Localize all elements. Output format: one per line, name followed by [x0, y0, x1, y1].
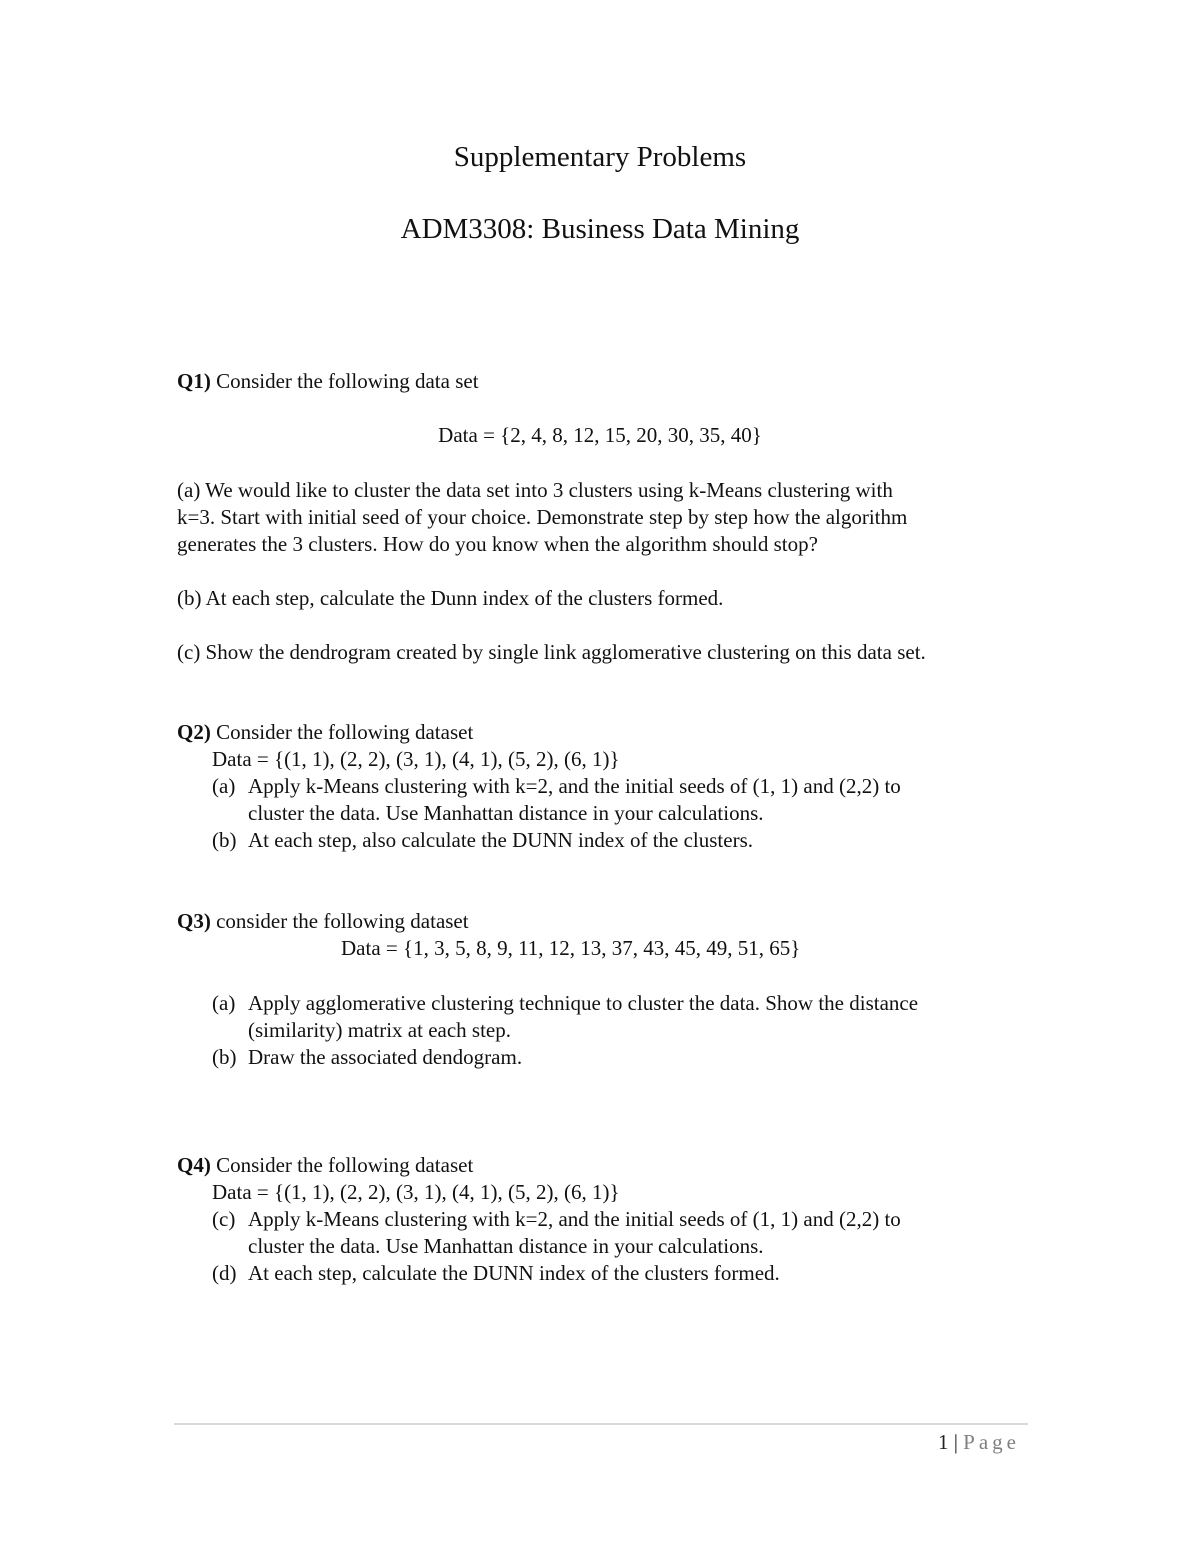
- q3-part-a-line1: Apply agglomerative clustering technique to cluster the data. Show the distance: [248, 991, 919, 1015]
- page-word: Page: [963, 1430, 1020, 1454]
- q2-part-a: [212, 773, 901, 800]
- q2-heading: [177, 719, 473, 746]
- q2-label: Q2): [177, 720, 211, 744]
- q4-data: Data = {(1, 1), (2, 2), (3, 1), (4, 1), (5, 2), (6, 1)}: [212, 1180, 620, 1204]
- page-number: 1: [937, 1430, 949, 1454]
- q4-label: Q4): [177, 1153, 211, 1177]
- q3-intro: consider the following dataset: [210, 909, 469, 933]
- q3-part-a: [212, 990, 918, 1017]
- q4-part-d-label: (d): [212, 1261, 237, 1285]
- q3-part-a-line2: (similarity) matrix at each step.: [248, 1018, 511, 1042]
- q4-part-d: [212, 1260, 780, 1287]
- q2-part-b-label: (b): [212, 828, 237, 852]
- q4-heading: [177, 1152, 473, 1179]
- q2-part-b: [212, 827, 753, 854]
- course-title: ADM3308: Business Data Mining: [400, 213, 800, 245]
- q4-part-c-line2: cluster the data. Use Manhattan distance in your calculations.: [248, 1234, 764, 1258]
- q2-part-b-line1: At each step, also calculate the DUNN index of the clusters.: [248, 828, 753, 852]
- q3-label: Q3): [177, 909, 211, 933]
- q3-part-b-line1: Draw the associated dendogram.: [248, 1045, 523, 1069]
- q4-part-c: [212, 1206, 901, 1233]
- q1-part-b: (b) At each step, calculate the Dunn index of the clusters formed.: [177, 586, 724, 610]
- q1-part-a-line3: generates the 3 clusters. How do you know when the algorithm should stop?: [177, 532, 818, 556]
- q1-heading: [177, 368, 479, 395]
- q1-intro: Consider the following data set: [210, 369, 479, 393]
- page-separator: |: [948, 1430, 964, 1454]
- q1-part-a-line1: (a) We would like to cluster the data set into 3 clusters using k-Means clustering with: [177, 478, 893, 502]
- q2-intro: Consider the following dataset: [210, 720, 474, 744]
- q4-intro: Consider the following dataset: [210, 1153, 474, 1177]
- q1-part-c: (c) Show the dendrogram created by single link agglomerative clustering on this data set.: [177, 640, 926, 664]
- q4-part-c-label: (c): [212, 1207, 236, 1231]
- page-footer: [938, 1430, 1020, 1455]
- q3-data: Data = {1, 3, 5, 8, 9, 11, 12, 13, 37, 43, 45, 49, 51, 65}: [341, 936, 801, 960]
- page-title: Supplementary Problems: [453, 141, 747, 173]
- q2-part-a-label: (a): [212, 774, 236, 798]
- q3-part-b-label: (b): [212, 1045, 237, 1069]
- q2-data: Data = {(1, 1), (2, 2), (3, 1), (4, 1), (5, 2), (6, 1)}: [212, 747, 620, 771]
- footer-divider: [174, 1423, 1028, 1425]
- q1-label: Q1): [177, 369, 211, 393]
- q4-part-d-line1: At each step, calculate the DUNN index of the clusters formed.: [248, 1261, 780, 1285]
- q1-data: Data = {2, 4, 8, 12, 15, 20, 30, 35, 40}: [438, 423, 762, 447]
- q3-part-a-label: (a): [212, 991, 236, 1015]
- q4-part-c-line1: Apply k-Means clustering with k=2, and the initial seeds of (1, 1) and (2,2) to: [248, 1207, 901, 1231]
- q3-heading: [177, 908, 469, 935]
- q2-part-a-line1: Apply k-Means clustering with k=2, and the initial seeds of (1, 1) and (2,2) to: [248, 774, 901, 798]
- q3-part-b: [212, 1044, 522, 1071]
- q1-part-a-line2: k=3. Start with initial seed of your choice. Demonstrate step by step how the algorithm: [177, 505, 908, 529]
- q2-part-a-line2: cluster the data. Use Manhattan distance in your calculations.: [248, 801, 764, 825]
